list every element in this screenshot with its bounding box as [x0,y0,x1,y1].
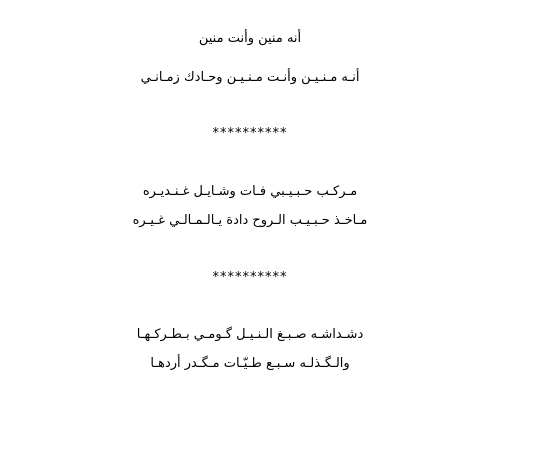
poem-title: أنه منين وأنت منين [198,31,302,46]
stanza-separator: ********** [212,126,288,141]
verse-line: مـاخـذ حـبـيـب الـروح دادة يـالـمـالـي غـيـره [132,213,368,228]
verse-line: دشـداشـه صـبـغ الـنـيـل گـومـي بـطـركـهـا [136,327,364,342]
stanza-separator: ********** [212,270,288,285]
verse-line: والـگـذلـه سـبـع طـيّـات مـگـدر أردهـا [150,356,350,371]
verse-line: أنـه مـنـيـن وأنـت مـنـيـن وحـادك زمـانـي [140,70,360,85]
verse-line: مـركـب حـبـيـبي فـات وشـايـل غـنـديـره [142,184,358,199]
